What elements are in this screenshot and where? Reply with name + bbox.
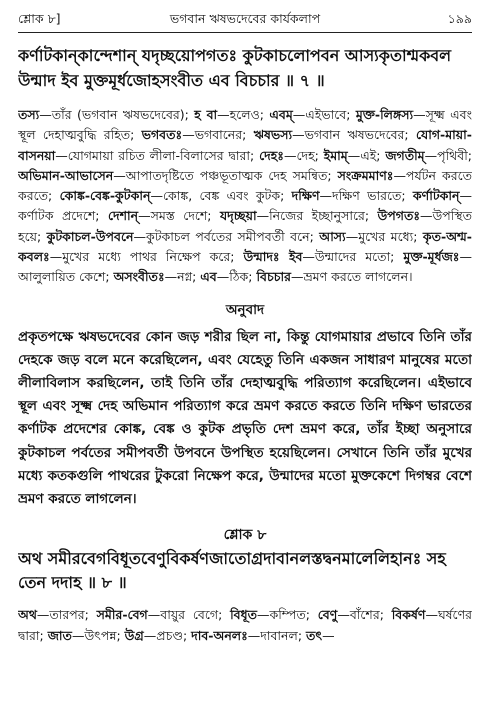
- synonym-word: সমীর-বেগ: [96, 607, 148, 623]
- synonym-meaning: দেহ;: [296, 147, 319, 163]
- page-number: ১৯৯: [447, 11, 472, 26]
- synonym-meaning: কম্পিত;: [269, 607, 310, 623]
- synonym-word: কৃত-অশ্ম-কবলঃ: [18, 228, 472, 265]
- synonym-meaning: ভগবানের;: [194, 127, 247, 143]
- synonym-word: দেশান্‌: [107, 208, 139, 224]
- page-header: [18, 6, 472, 33]
- verse-8-heading: শ্লোক ৮: [223, 527, 267, 544]
- synonym-meaning: কর্ণাটক প্রদেশে;: [18, 208, 100, 224]
- synonym-word: এব: [200, 269, 217, 285]
- synonym-word: উগ্র: [124, 627, 144, 643]
- synonym-meaning: তাঁর (ভগবান ঋষভদেবের);: [51, 107, 189, 122]
- synonym-word: সংক্রমমাণঃ: [337, 167, 394, 183]
- verse-line: অথ সমীরবেগবিধূতবেণুবিকর্ষণজাতোগ্রদাবানলস্তদ্বনমালেলিহানঃ সহ: [18, 549, 446, 569]
- synonym-meaning: সমস্ত দেশে;: [150, 208, 212, 224]
- synonym-meaning: তারপর;: [49, 607, 89, 623]
- synonym-meaning: উপস্থিত হয়ে;: [18, 208, 472, 244]
- verse-line: উন্মাদ ইব মুক্তমূর্ধজোহসংবীত এব বিচচার ॥ ৭ ॥: [18, 71, 325, 90]
- synonym-word: তৎ: [306, 627, 323, 643]
- synonym-word: বেণু: [317, 607, 338, 623]
- translation-text: প্রকৃতপক্ষে ঋষভদেবের কোন জড় শরীর ছিল না, কিন্তু যোগমায়ার প্রভাবে তিনি তাঁর দেহকে জড় বলে মনে করেছিলেন, এবং যেহেতু তিনি একজন সাধারণ মানুষের মতো লীলাবিলাস করছিলেন, তাই তিনি তাঁর দেহাত্মবুদ্ধি পরিত্যাগ করেছিলেন। এইভাবে স্থূল এবং সূক্ষ্ম দেহ অভিমান পরিত্যাগ করে ভ্রমণ করতে করতে তিনি দক্ষিণ ভারতের কর্ণাটক প্রদেশের কোঙ্ক, বেঙ্ক ও কুটক প্রভৃতি দেশ ভ্রমণ করে, তাঁর ইচ্ছা অনুসারে কুটকাচল পর্বতের সমীপবর্তী উপবনে উপস্থিত হয়েছিলেন। সেখানে তিনি তাঁর মুখের মধ্যে কতকগুলি পাথরের টুকরো নিক্ষেপ করে, উন্মাদের মতো মুক্তকেশে দিগম্বর বেশে ভ্রমণ করতে লাগলেন।: [18, 328, 472, 508]
- verse-7-text: [18, 43, 472, 93]
- synonym-word: কোঙ্ক-বেঙ্ক-কুটকান্‌: [59, 188, 151, 204]
- synonym-meaning: ঘর্ষণের দ্বারা;: [18, 607, 472, 643]
- synonym-meaning: সূক্ষ্ম এবং স্থূল দেহাত্মবুদ্ধি রহিত;: [18, 107, 472, 143]
- verse-line: কর্ণাটকান্‌কান্দেশান্‌ যদৃচ্ছয়োপগতঃ কুটকাচলোপবন আস্যকৃতাশ্মকবল: [18, 46, 452, 65]
- translation-heading: অনুবাদ: [225, 301, 265, 318]
- synonyms-verse-7: তস্য—তাঁর (ভগবান ঋষভদেবের); হ বা—হলেও; এবম্‌—এইভাবে; মুক্ত-লিঙ্গস্য—সূক্ষ্ম এবং স্থূল দেহাত্মবুদ্ধি রহিত; ভগবতঃ—ভগবানের; ঋষভস্য—ভগবান ঋষভদেবের; যোগ-মায়া-বাসনয়া—যোগমায়া রচিত লীলা-বিলাসের দ্বারা; দেহঃ—দেহ; ইমাম্‌—এই; জগতীম্‌—পৃথিবী; অভিমান-আভাসেন—আপাতদৃষ্টিতে পঞ্চভূতাত্মক দেহ সমন্বিত; সংক্রমমাণঃ—পর্যটন করতে করতে; কোঙ্ক-বেঙ্ক-কুটকান্‌—কোঙ্ক, বেঙ্ক এবং কুটক; দক্ষিণ—দক্ষিণ ভারতে; কর্ণাটকান্‌—কর্ণাটক প্রদেশে; দেশান্‌—সমস্ত দেশে; যদৃচ্ছয়া—নিজের ইচ্ছানুসারে; উপগতঃ—উপস্থিত হয়ে; কুটকাচল-উপবনে—কুটকাচল পর্বতের সমীপবর্তী বনে; আস্য—মুখের মধ্যে; কৃত-অশ্ম-কবলঃ—মুখের মধ্যে পাথর নিক্ষেপ করে; উন্মাদঃ ইব—উন্মাদের মতো; মুক্ত-মূর্ধজঃ—আলুলায়িত কেশে; অসংবীতঃ—নগ্ন; এব—ঠিক; বিচচার—ভ্রমণ করতে লাগলেন।: [18, 107, 472, 285]
- synonym-meaning: পর্যটন করতে করতে;: [18, 167, 472, 204]
- synonym-meaning: মুখের মধ্যে পাথর নিক্ষেপ করে;: [62, 249, 235, 265]
- synonym-meaning: বাঁশের;: [349, 607, 384, 623]
- synonym-word: ভগবতঃ: [141, 127, 183, 143]
- synonym-word: কুটকাচল-উপবনে: [46, 228, 134, 244]
- verse-8-text: [18, 547, 472, 595]
- synonym-meaning: আলুলায়িত কেশে;: [18, 269, 110, 285]
- synonym-meaning: উন্মাদের মতো;: [314, 249, 395, 265]
- synonym-meaning: দাবানল;: [260, 627, 303, 643]
- synonym-meaning: প্রচণ্ড;: [156, 627, 188, 643]
- synonym-word: তস্য: [18, 107, 40, 122]
- synonym-meaning: পৃথিবী;: [437, 147, 472, 163]
- synonym-word: ইমাম্‌: [323, 147, 348, 163]
- synonym-word: জগতীম্‌: [385, 147, 425, 163]
- synonym-word: উপগতঃ: [377, 208, 421, 224]
- synonym-word: অথ: [18, 607, 37, 623]
- synonym-meaning: এইভাবে;: [305, 107, 351, 122]
- synonym-word: অভিমান-আভাসেন: [18, 167, 114, 183]
- synonym-word: এবম্‌: [269, 107, 293, 122]
- synonym-meaning: ভগবান ঋষভদেবের;: [304, 127, 409, 143]
- synonym-word: জাত: [47, 627, 72, 643]
- synonym-word: যদৃচ্ছয়া: [219, 208, 257, 224]
- synonym-word: আস্য: [319, 228, 346, 244]
- synonym-word: দেহঃ: [259, 147, 284, 163]
- synonyms-verse-8: অথ—তারপর; সমীর-বেগ—বায়ুর বেগে; বিধূত—কম্পিত; বেণু—বাঁশের; বিকর্ষণ—ঘর্ষণের দ্বারা; জাত—উৎপন্ন; উগ্র—প্রচণ্ড; দাব-অনলঃ—দাবানল; তৎ—: [18, 607, 472, 643]
- synonym-meaning: বায়ুর বেগে;: [160, 607, 223, 623]
- synonym-meaning: যোগমায়া রচিত লীলা-বিলাসের দ্বারা;: [67, 147, 255, 163]
- synonym-word: বিচচার: [256, 269, 291, 285]
- running-title: ভগবান ঋষভদেবের কার্যকলাপ: [169, 11, 321, 26]
- synonym-word: দক্ষিণ: [291, 188, 320, 204]
- synonym-meaning: উৎপন্ন;: [84, 627, 121, 643]
- synonym-word: ঋষভস্য: [253, 127, 293, 143]
- synonym-meaning: মুখের মধ্যে;: [358, 228, 418, 244]
- synonym-meaning: আপাতদৃষ্টিতে পঞ্চভূতাত্মক দেহ সমন্বিত;: [125, 167, 332, 183]
- synonym-word: কর্ণাটকান্‌: [412, 188, 460, 204]
- synonym-word: বিধূত: [230, 607, 258, 623]
- book-page: [18, 6, 472, 715]
- synonym-word: বিকর্ষণ: [391, 607, 426, 623]
- synonym-word: যোগ-মায়া-বাসনয়া: [18, 127, 472, 163]
- synonym-meaning: দক্ষিণ ভারতে;: [332, 188, 406, 204]
- synonym-word: মুক্ত-মূর্ধজঃ: [403, 249, 460, 265]
- synonym-meaning: কুটকাচল পর্বতের সমীপবর্তী বনে;: [145, 228, 314, 244]
- synonym-word: মুক্ত-লিঙ্গস্য: [355, 107, 414, 122]
- chapter-verse-ref: শ্লোক ৮]: [18, 11, 61, 26]
- synonym-meaning: নগ্ন;: [177, 269, 197, 285]
- synonym-word: উন্মাদঃ ইব: [243, 249, 303, 265]
- synonym-meaning: ভ্রমণ করতে লাগলেন।: [303, 269, 413, 285]
- synonym-meaning: নিজের ইচ্ছানুসারে;: [269, 208, 370, 224]
- synonym-word: হ বা: [194, 107, 218, 122]
- verse-line: তেন দদাহ ॥ ৮ ॥: [18, 573, 127, 593]
- synonym-word: অসংবীতঃ: [113, 269, 165, 285]
- synonym-meaning: এই;: [360, 147, 381, 163]
- synonym-meaning: ঠিক;: [229, 269, 253, 285]
- synonym-word: দাব-অনলঃ: [191, 627, 248, 643]
- synonym-meaning: কোঙ্ক, বেঙ্ক এবং কুটক;: [162, 188, 285, 204]
- synonym-meaning: হলেও;: [229, 107, 264, 122]
